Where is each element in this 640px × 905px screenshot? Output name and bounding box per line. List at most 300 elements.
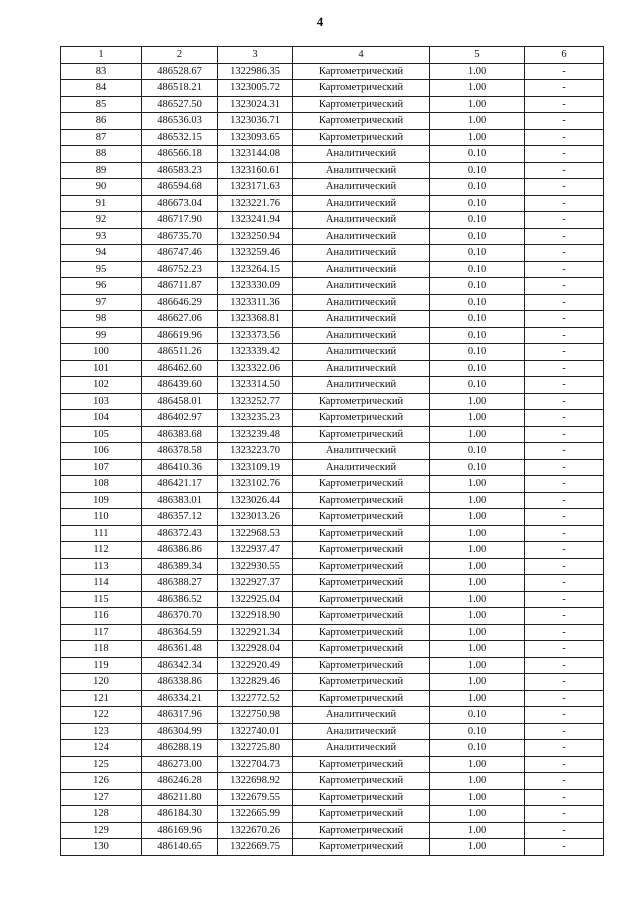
point-number-cell: 90 [61, 179, 142, 196]
y-coordinate-cell: 1323221.76 [218, 195, 293, 212]
accuracy-cell: 1.00 [430, 674, 525, 691]
table-row [61, 377, 604, 394]
method-cell: Картометрический [293, 558, 430, 575]
note-cell: - [525, 806, 604, 823]
point-number-cell: 125 [61, 756, 142, 773]
method-cell: Картометрический [293, 756, 430, 773]
method-cell: Аналитический [293, 245, 430, 262]
note-cell: - [525, 756, 604, 773]
point-number-cell: 102 [61, 377, 142, 394]
method-cell: Картометрический [293, 773, 430, 790]
note-cell: - [525, 245, 604, 262]
note-cell: - [525, 624, 604, 641]
y-coordinate-cell: 1323322.06 [218, 360, 293, 377]
accuracy-cell: 1.00 [430, 113, 525, 130]
y-coordinate-cell: 1322928.04 [218, 641, 293, 658]
x-coordinate-cell: 486361.48 [142, 641, 218, 658]
note-cell: - [525, 525, 604, 542]
y-coordinate-cell: 1323160.61 [218, 162, 293, 179]
x-coordinate-cell: 486536.03 [142, 113, 218, 130]
table-row [61, 509, 604, 526]
y-coordinate-cell: 1322772.52 [218, 690, 293, 707]
method-cell: Картометрический [293, 624, 430, 641]
table-row [61, 575, 604, 592]
y-coordinate-cell: 1322698.92 [218, 773, 293, 790]
table-row [61, 839, 604, 856]
method-cell: Аналитический [293, 459, 430, 476]
note-cell: - [525, 443, 604, 460]
method-cell: Картометрический [293, 575, 430, 592]
note-cell: - [525, 261, 604, 278]
note-cell: - [525, 195, 604, 212]
note-cell: - [525, 822, 604, 839]
coordinates-table [60, 46, 604, 856]
note-cell: - [525, 129, 604, 146]
accuracy-cell: 0.10 [430, 228, 525, 245]
point-number-cell: 113 [61, 558, 142, 575]
method-cell: Аналитический [293, 195, 430, 212]
note-cell: - [525, 641, 604, 658]
x-coordinate-cell: 486402.97 [142, 410, 218, 427]
x-coordinate-cell: 486184.30 [142, 806, 218, 823]
note-cell: - [525, 608, 604, 625]
point-number-cell: 99 [61, 327, 142, 344]
y-coordinate-cell: 1322930.55 [218, 558, 293, 575]
accuracy-cell: 1.00 [430, 690, 525, 707]
method-cell: Картометрический [293, 509, 430, 526]
method-cell: Картометрический [293, 822, 430, 839]
table-row [61, 228, 604, 245]
table-row [61, 492, 604, 509]
table-row [61, 542, 604, 559]
x-coordinate-cell: 486334.21 [142, 690, 218, 707]
accuracy-cell: 0.10 [430, 311, 525, 328]
y-coordinate-cell: 1323026.44 [218, 492, 293, 509]
y-coordinate-cell: 1323171.63 [218, 179, 293, 196]
accuracy-cell: 1.00 [430, 575, 525, 592]
method-cell: Картометрический [293, 591, 430, 608]
method-cell: Картометрический [293, 492, 430, 509]
table-row [61, 476, 604, 493]
x-coordinate-cell: 486527.50 [142, 96, 218, 113]
note-cell: - [525, 80, 604, 97]
method-cell: Аналитический [293, 212, 430, 229]
accuracy-cell: 1.00 [430, 80, 525, 97]
y-coordinate-cell: 1323024.31 [218, 96, 293, 113]
note-cell: - [525, 591, 604, 608]
x-coordinate-cell: 486439.60 [142, 377, 218, 394]
accuracy-cell: 0.10 [430, 459, 525, 476]
x-coordinate-cell: 486619.96 [142, 327, 218, 344]
accuracy-cell: 1.00 [430, 393, 525, 410]
note-cell: - [525, 773, 604, 790]
point-number-cell: 104 [61, 410, 142, 427]
table-row [61, 327, 604, 344]
x-coordinate-cell: 486511.26 [142, 344, 218, 361]
accuracy-cell: 0.10 [430, 377, 525, 394]
table-row [61, 129, 604, 146]
table-row [61, 80, 604, 97]
accuracy-cell: 1.00 [430, 558, 525, 575]
point-number-cell: 108 [61, 476, 142, 493]
table-row [61, 822, 604, 839]
x-coordinate-cell: 486747.46 [142, 245, 218, 262]
accuracy-cell: 1.00 [430, 492, 525, 509]
note-cell: - [525, 723, 604, 740]
accuracy-cell: 0.10 [430, 162, 525, 179]
method-cell: Картометрический [293, 789, 430, 806]
x-coordinate-cell: 486370.70 [142, 608, 218, 625]
table-row [61, 162, 604, 179]
accuracy-cell: 1.00 [430, 822, 525, 839]
accuracy-cell: 0.10 [430, 245, 525, 262]
point-number-cell: 121 [61, 690, 142, 707]
table-row [61, 707, 604, 724]
point-number-cell: 92 [61, 212, 142, 229]
note-cell: - [525, 690, 604, 707]
method-cell: Аналитический [293, 377, 430, 394]
y-coordinate-cell: 1323250.94 [218, 228, 293, 245]
x-coordinate-cell: 486646.29 [142, 294, 218, 311]
accuracy-cell: 1.00 [430, 426, 525, 443]
note-cell: - [525, 839, 604, 856]
method-cell: Картометрический [293, 839, 430, 856]
table-row [61, 740, 604, 757]
table-row [61, 756, 604, 773]
accuracy-cell: 1.00 [430, 591, 525, 608]
point-number-cell: 88 [61, 146, 142, 163]
accuracy-cell: 1.00 [430, 509, 525, 526]
method-cell: Аналитический [293, 261, 430, 278]
y-coordinate-cell: 1323235.23 [218, 410, 293, 427]
accuracy-cell: 1.00 [430, 641, 525, 658]
accuracy-cell: 1.00 [430, 476, 525, 493]
y-coordinate-cell: 1322918.90 [218, 608, 293, 625]
x-coordinate-cell: 486317.96 [142, 707, 218, 724]
accuracy-cell: 1.00 [430, 410, 525, 427]
point-number-cell: 120 [61, 674, 142, 691]
y-coordinate-cell: 1323314.50 [218, 377, 293, 394]
accuracy-cell: 1.00 [430, 608, 525, 625]
table-body [61, 63, 604, 855]
x-coordinate-cell: 486338.86 [142, 674, 218, 691]
y-coordinate-cell: 1322679.55 [218, 789, 293, 806]
x-coordinate-cell: 486386.86 [142, 542, 218, 559]
method-cell: Картометрический [293, 608, 430, 625]
method-cell: Картометрический [293, 657, 430, 674]
note-cell: - [525, 278, 604, 295]
table-row [61, 113, 604, 130]
x-coordinate-cell: 486273.00 [142, 756, 218, 773]
x-coordinate-cell: 486304.99 [142, 723, 218, 740]
coordinates-table-container [60, 46, 603, 856]
point-number-cell: 89 [61, 162, 142, 179]
table-row [61, 608, 604, 625]
note-cell: - [525, 212, 604, 229]
x-coordinate-cell: 486378.58 [142, 443, 218, 460]
x-coordinate-cell: 486752.23 [142, 261, 218, 278]
table-row [61, 261, 604, 278]
table-row [61, 212, 604, 229]
table-row [61, 410, 604, 427]
accuracy-cell: 0.10 [430, 360, 525, 377]
x-coordinate-cell: 486594.68 [142, 179, 218, 196]
x-coordinate-cell: 486357.12 [142, 509, 218, 526]
point-number-cell: 103 [61, 393, 142, 410]
table-row [61, 63, 604, 80]
table-row [61, 558, 604, 575]
x-coordinate-cell: 486673.04 [142, 195, 218, 212]
note-cell: - [525, 492, 604, 509]
table-row [61, 723, 604, 740]
table-row [61, 789, 604, 806]
x-coordinate-cell: 486388.27 [142, 575, 218, 592]
y-coordinate-cell: 1323252.77 [218, 393, 293, 410]
x-coordinate-cell: 486421.17 [142, 476, 218, 493]
y-coordinate-cell: 1322968.53 [218, 525, 293, 542]
accuracy-cell: 0.10 [430, 294, 525, 311]
method-cell: Аналитический [293, 179, 430, 196]
x-coordinate-cell: 486458.01 [142, 393, 218, 410]
accuracy-cell: 1.00 [430, 789, 525, 806]
accuracy-cell: 0.10 [430, 723, 525, 740]
table-row [61, 657, 604, 674]
accuracy-cell: 0.10 [430, 707, 525, 724]
x-coordinate-cell: 486364.59 [142, 624, 218, 641]
y-coordinate-cell: 1322670.26 [218, 822, 293, 839]
point-number-cell: 87 [61, 129, 142, 146]
x-coordinate-cell: 486342.34 [142, 657, 218, 674]
note-cell: - [525, 476, 604, 493]
point-number-cell: 83 [61, 63, 142, 80]
accuracy-cell: 0.10 [430, 212, 525, 229]
accuracy-cell: 0.10 [430, 344, 525, 361]
method-cell: Картометрический [293, 63, 430, 80]
table-row [61, 426, 604, 443]
note-cell: - [525, 674, 604, 691]
method-cell: Аналитический [293, 740, 430, 757]
method-cell: Картометрический [293, 542, 430, 559]
method-cell: Аналитический [293, 443, 430, 460]
table-row [61, 245, 604, 262]
table-row [61, 311, 604, 328]
note-cell: - [525, 558, 604, 575]
method-cell: Картометрический [293, 426, 430, 443]
point-number-cell: 128 [61, 806, 142, 823]
note-cell: - [525, 426, 604, 443]
y-coordinate-cell: 1322986.35 [218, 63, 293, 80]
table-row [61, 294, 604, 311]
point-number-cell: 123 [61, 723, 142, 740]
accuracy-cell: 1.00 [430, 542, 525, 559]
y-coordinate-cell: 1323311.36 [218, 294, 293, 311]
method-cell: Аналитический [293, 707, 430, 724]
column-header: 1 [61, 47, 142, 64]
accuracy-cell: 0.10 [430, 195, 525, 212]
note-cell: - [525, 146, 604, 163]
table-row [61, 591, 604, 608]
y-coordinate-cell: 1323093.65 [218, 129, 293, 146]
method-cell: Аналитический [293, 146, 430, 163]
table-header-row [61, 47, 604, 64]
x-coordinate-cell: 486386.52 [142, 591, 218, 608]
accuracy-cell: 0.10 [430, 443, 525, 460]
point-number-cell: 86 [61, 113, 142, 130]
y-coordinate-cell: 1323368.81 [218, 311, 293, 328]
method-cell: Картометрический [293, 410, 430, 427]
point-number-cell: 95 [61, 261, 142, 278]
y-coordinate-cell: 1323330.09 [218, 278, 293, 295]
y-coordinate-cell: 1323013.26 [218, 509, 293, 526]
y-coordinate-cell: 1322937.47 [218, 542, 293, 559]
y-coordinate-cell: 1323373.56 [218, 327, 293, 344]
page-number: 4 [316, 14, 324, 29]
y-coordinate-cell: 1323036.71 [218, 113, 293, 130]
note-cell: - [525, 393, 604, 410]
point-number-cell: 107 [61, 459, 142, 476]
accuracy-cell: 0.10 [430, 327, 525, 344]
y-coordinate-cell: 1323223.70 [218, 443, 293, 460]
point-number-cell: 130 [61, 839, 142, 856]
point-number-cell: 105 [61, 426, 142, 443]
accuracy-cell: 0.10 [430, 146, 525, 163]
table-row [61, 641, 604, 658]
point-number-cell: 110 [61, 509, 142, 526]
method-cell: Аналитический [293, 360, 430, 377]
method-cell: Картометрический [293, 674, 430, 691]
method-cell: Картометрический [293, 96, 430, 113]
y-coordinate-cell: 1323241.94 [218, 212, 293, 229]
y-coordinate-cell: 1322925.04 [218, 591, 293, 608]
y-coordinate-cell: 1322725.80 [218, 740, 293, 757]
table-row [61, 195, 604, 212]
accuracy-cell: 1.00 [430, 624, 525, 641]
x-coordinate-cell: 486410.36 [142, 459, 218, 476]
table-row [61, 674, 604, 691]
point-number-cell: 118 [61, 641, 142, 658]
table-row [61, 624, 604, 641]
point-number-cell: 129 [61, 822, 142, 839]
y-coordinate-cell: 1323102.76 [218, 476, 293, 493]
point-number-cell: 115 [61, 591, 142, 608]
table-row [61, 278, 604, 295]
method-cell: Аналитический [293, 327, 430, 344]
method-cell: Аналитический [293, 723, 430, 740]
x-coordinate-cell: 486140.65 [142, 839, 218, 856]
point-number-cell: 84 [61, 80, 142, 97]
accuracy-cell: 0.10 [430, 740, 525, 757]
accuracy-cell: 1.00 [430, 756, 525, 773]
accuracy-cell: 1.00 [430, 773, 525, 790]
accuracy-cell: 1.00 [430, 806, 525, 823]
x-coordinate-cell: 486735.70 [142, 228, 218, 245]
y-coordinate-cell: 1322740.01 [218, 723, 293, 740]
table-row [61, 344, 604, 361]
table-row [61, 179, 604, 196]
x-coordinate-cell: 486583.23 [142, 162, 218, 179]
point-number-cell: 126 [61, 773, 142, 790]
method-cell: Аналитический [293, 294, 430, 311]
y-coordinate-cell: 1322920.49 [218, 657, 293, 674]
y-coordinate-cell: 1322921.34 [218, 624, 293, 641]
point-number-cell: 127 [61, 789, 142, 806]
y-coordinate-cell: 1323339.42 [218, 344, 293, 361]
point-number-cell: 119 [61, 657, 142, 674]
point-number-cell: 85 [61, 96, 142, 113]
table-row [61, 146, 604, 163]
point-number-cell: 124 [61, 740, 142, 757]
point-number-cell: 93 [61, 228, 142, 245]
note-cell: - [525, 63, 604, 80]
point-number-cell: 106 [61, 443, 142, 460]
y-coordinate-cell: 1322704.73 [218, 756, 293, 773]
x-coordinate-cell: 486528.67 [142, 63, 218, 80]
note-cell: - [525, 360, 604, 377]
note-cell: - [525, 707, 604, 724]
table-row [61, 360, 604, 377]
table-row [61, 393, 604, 410]
x-coordinate-cell: 486372.43 [142, 525, 218, 542]
point-number-cell: 122 [61, 707, 142, 724]
column-header: 6 [525, 47, 604, 64]
y-coordinate-cell: 1322669.75 [218, 839, 293, 856]
note-cell: - [525, 179, 604, 196]
accuracy-cell: 0.10 [430, 179, 525, 196]
x-coordinate-cell: 486389.34 [142, 558, 218, 575]
method-cell: Картометрический [293, 476, 430, 493]
table-row [61, 459, 604, 476]
x-coordinate-cell: 486627.06 [142, 311, 218, 328]
note-cell: - [525, 459, 604, 476]
point-number-cell: 112 [61, 542, 142, 559]
table-row [61, 773, 604, 790]
x-coordinate-cell: 486711.87 [142, 278, 218, 295]
y-coordinate-cell: 1322750.98 [218, 707, 293, 724]
note-cell: - [525, 740, 604, 757]
note-cell: - [525, 311, 604, 328]
method-cell: Аналитический [293, 344, 430, 361]
table-row [61, 443, 604, 460]
note-cell: - [525, 162, 604, 179]
table-row [61, 525, 604, 542]
accuracy-cell: 1.00 [430, 96, 525, 113]
x-coordinate-cell: 486566.18 [142, 146, 218, 163]
method-cell: Картометрический [293, 80, 430, 97]
note-cell: - [525, 575, 604, 592]
x-coordinate-cell: 486169.96 [142, 822, 218, 839]
point-number-cell: 101 [61, 360, 142, 377]
note-cell: - [525, 327, 604, 344]
y-coordinate-cell: 1323144.08 [218, 146, 293, 163]
method-cell: Картометрический [293, 690, 430, 707]
accuracy-cell: 0.10 [430, 278, 525, 295]
method-cell: Картометрический [293, 641, 430, 658]
y-coordinate-cell: 1323264.15 [218, 261, 293, 278]
method-cell: Картометрический [293, 393, 430, 410]
method-cell: Аналитический [293, 162, 430, 179]
method-cell: Картометрический [293, 129, 430, 146]
note-cell: - [525, 657, 604, 674]
column-header: 3 [218, 47, 293, 64]
note-cell: - [525, 789, 604, 806]
method-cell: Аналитический [293, 311, 430, 328]
x-coordinate-cell: 486518.21 [142, 80, 218, 97]
point-number-cell: 114 [61, 575, 142, 592]
method-cell: Аналитический [293, 278, 430, 295]
point-number-cell: 98 [61, 311, 142, 328]
note-cell: - [525, 377, 604, 394]
point-number-cell: 109 [61, 492, 142, 509]
